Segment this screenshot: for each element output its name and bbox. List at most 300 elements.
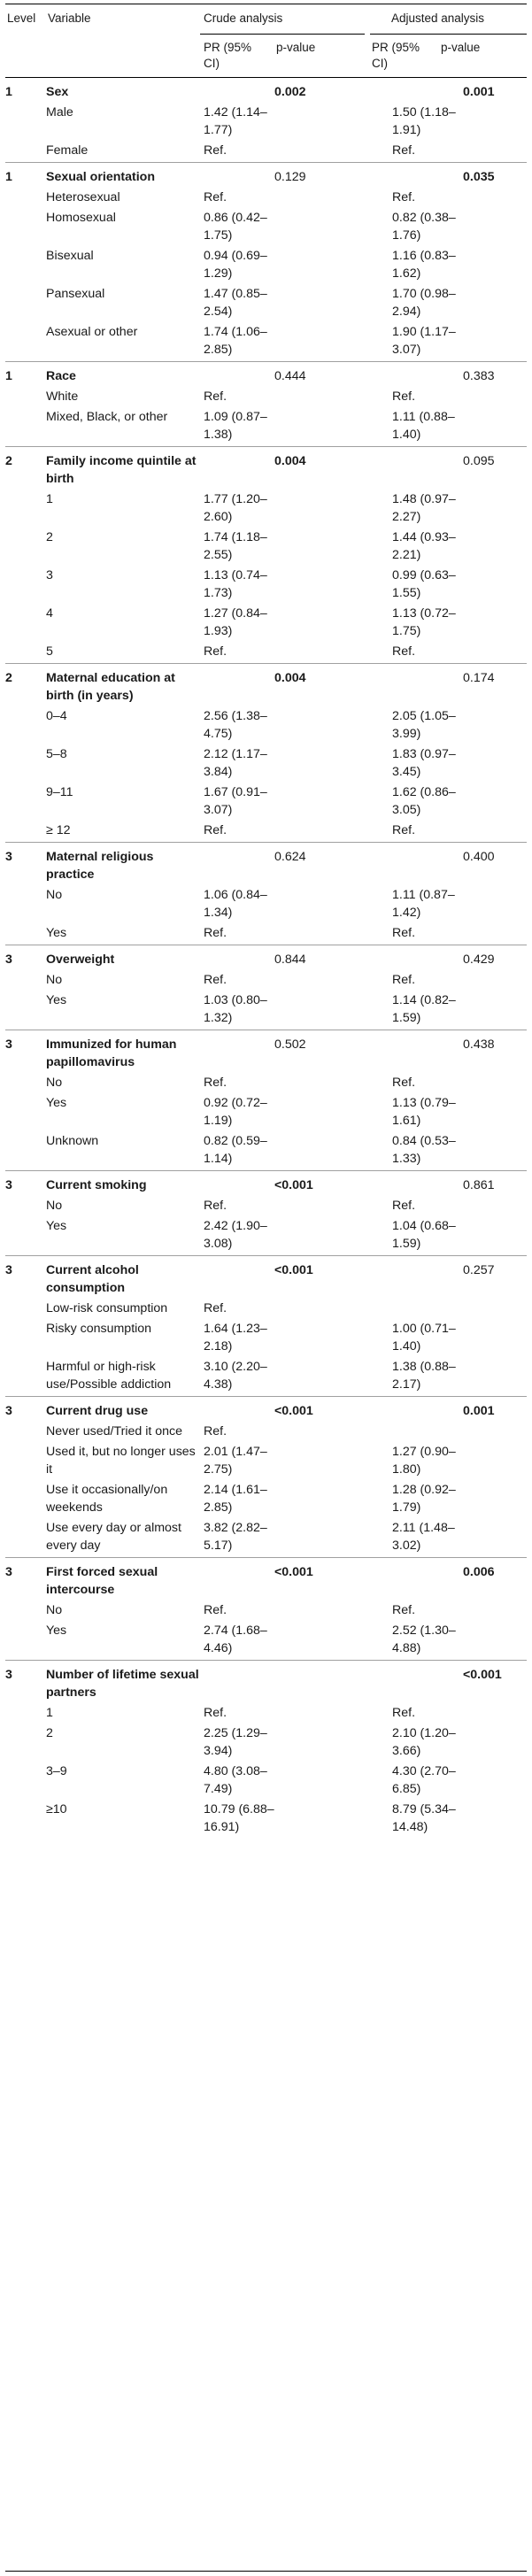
adjusted-pr-cell: [392, 945, 463, 972]
adjusted-pvalue-cell: [463, 1094, 527, 1132]
crude-pvalue-cell: [274, 643, 392, 664]
crude-pr-cell: 0.86 (0.42–1.75): [204, 211, 267, 243]
adjusted-pvalue-cell: [463, 1704, 527, 1724]
category-row: [5, 971, 527, 991]
crude-pr-cell: 2.01 (1.47–2.75): [204, 1445, 267, 1477]
category-name-cell: Low-risk consumption: [46, 1301, 168, 1315]
category-name-cell: No: [46, 1199, 63, 1213]
crude-pr-cell: 10.79 (6.88–16.91): [204, 1802, 274, 1834]
adjusted-pvalue-cell: [463, 745, 527, 783]
category-name-cell: 3–9: [46, 1764, 67, 1778]
level-cell: 3: [5, 843, 46, 887]
adjusted-pvalue-cell: [463, 1217, 527, 1256]
adjusted-pvalue-cell: [463, 323, 527, 362]
variable-name-cell: Maternal religious practice: [46, 843, 204, 887]
adjusted-pvalue-cell: [463, 1519, 527, 1558]
variable-name-cell: Family income quintile at birth: [46, 447, 204, 491]
category-name-cell: Homosexual: [46, 211, 116, 225]
adjusted-pvalue-cell: [463, 707, 527, 745]
adjusted-pr-cell: 1.04 (0.68–1.59): [392, 1219, 456, 1251]
variable-name-cell: Number of lifetime sexual partners: [46, 1661, 204, 1705]
crude-pr-cell: [204, 1558, 274, 1602]
category-name-cell: 0–4: [46, 709, 67, 723]
crude-pvalue-cell: [274, 1704, 392, 1724]
adjusted-pvalue-cell: [463, 886, 527, 924]
adjusted-pvalue-cell: [463, 1801, 527, 1839]
crude-pr-cell: [204, 447, 274, 491]
category-row: [5, 408, 527, 447]
category-row: [5, 1801, 527, 1839]
crude-pvalue-cell: [274, 142, 392, 163]
adjusted-pr-cell: [392, 1171, 463, 1198]
level-cell: [5, 1443, 46, 1481]
crude-pr-cell: Ref.: [204, 644, 227, 659]
crude-pvalue-cell: [274, 886, 392, 924]
adjusted-pr-cell: 2.11 (1.48–3.02): [392, 1521, 455, 1553]
category-name-cell: 9–11: [46, 785, 73, 799]
crude-pr-cell: Ref.: [204, 143, 227, 158]
category-name-cell: Mixed, Black, or other: [46, 410, 168, 424]
category-row: [5, 528, 527, 567]
category-row: [5, 1358, 527, 1397]
category-row: [5, 1704, 527, 1724]
category-name-cell: 5: [46, 644, 53, 659]
crude-pr-cell: 1.74 (1.06–2.85): [204, 325, 267, 357]
adjusted-pr-cell: 1.14 (0.82–1.59): [392, 993, 456, 1025]
adjusted-pr-cell: 0.84 (0.53–1.33): [392, 1134, 456, 1166]
adjusted-pvalue-cell: [463, 1762, 527, 1801]
header-crude-pr: PR (95% CI): [204, 41, 252, 70]
adjusted-pr-cell: [392, 843, 463, 887]
level-cell: 3: [5, 1558, 46, 1602]
adjusted-pvalue-cell: 0.438: [463, 1030, 527, 1075]
crude-pr-cell: 1.13 (0.74–1.73): [204, 568, 267, 600]
adjusted-pvalue-cell: [463, 104, 527, 142]
crude-pr-cell: Ref.: [204, 190, 227, 204]
crude-pr-cell: 3.10 (2.20–4.38): [204, 1360, 267, 1392]
crude-pvalue-cell: <0.001: [274, 1171, 392, 1198]
adjusted-pvalue-cell: 0.400: [463, 843, 527, 887]
category-name-cell: 5–8: [46, 747, 67, 761]
adjusted-pr-cell: Ref.: [392, 389, 416, 404]
category-row: [5, 1601, 527, 1622]
variable-group-row: [5, 1256, 527, 1300]
category-name-cell: Yes: [46, 1623, 67, 1638]
variable-name-cell: Maternal education at birth (in years): [46, 664, 204, 708]
adjusted-pr-cell: [392, 1030, 463, 1075]
adjusted-pr-cell: 1.90 (1.17–3.07): [392, 325, 456, 357]
crude-pvalue-cell: [274, 1724, 392, 1762]
header-crude-pvalue: p-value: [276, 41, 316, 54]
adjusted-pvalue-cell: [463, 142, 527, 163]
adjusted-pr-cell: Ref.: [392, 1076, 416, 1090]
crude-pvalue-cell: [274, 1443, 392, 1481]
crude-pr-cell: 1.03 (0.80–1.32): [204, 993, 267, 1025]
level-cell: [5, 886, 46, 924]
variable-group-row: [5, 80, 527, 104]
level-cell: 1: [5, 362, 46, 389]
crude-pvalue-cell: [274, 1661, 392, 1705]
variable-group-row: [5, 163, 527, 189]
level-cell: [5, 323, 46, 362]
category-row: [5, 643, 527, 664]
category-name-cell: 1: [46, 492, 53, 506]
crude-pvalue-cell: [274, 1622, 392, 1661]
crude-pvalue-cell: <0.001: [274, 1256, 392, 1300]
crude-pvalue-cell: [274, 991, 392, 1030]
variable-group-row: [5, 1661, 527, 1705]
category-row: [5, 323, 527, 362]
level-cell: [5, 1704, 46, 1724]
category-row: [5, 142, 527, 163]
level-cell: [5, 1601, 46, 1622]
results-table: [5, 80, 527, 1839]
category-row: [5, 567, 527, 605]
adjusted-pr-cell: 0.99 (0.63–1.55): [392, 568, 456, 600]
level-cell: [5, 528, 46, 567]
adjusted-pvalue-cell: [463, 1358, 527, 1397]
crude-pr-cell: 1.09 (0.87–1.38): [204, 410, 267, 442]
category-name-cell: 1: [46, 1706, 53, 1720]
crude-pr-cell: Ref.: [204, 973, 227, 987]
crude-pr-cell: 0.82 (0.59–1.14): [204, 1134, 267, 1166]
adjusted-pvalue-cell: [463, 247, 527, 285]
crude-pr-cell: Ref.: [204, 1076, 227, 1090]
crude-pr-cell: [204, 843, 274, 887]
level-cell: [5, 1132, 46, 1171]
crude-pr-cell: 2.14 (1.61–2.85): [204, 1483, 267, 1515]
category-name-cell: Never used/Tried it once: [46, 1424, 183, 1438]
level-cell: [5, 745, 46, 783]
level-cell: 2: [5, 447, 46, 491]
header-bottom-rule: [5, 77, 527, 78]
crude-pr-cell: 1.67 (0.91–3.07): [204, 785, 267, 817]
adjusted-pr-cell: [392, 1256, 463, 1300]
adjusted-pr-cell: Ref.: [392, 1603, 416, 1617]
adjusted-pvalue-cell: 0.429: [463, 945, 527, 972]
adjusted-pvalue-cell: [463, 388, 527, 408]
category-row: [5, 104, 527, 142]
crude-pvalue-cell: 0.844: [274, 945, 392, 972]
category-name-cell: Yes: [46, 993, 67, 1007]
level-cell: 2: [5, 664, 46, 708]
variable-group-row: [5, 664, 527, 708]
level-cell: [5, 1481, 46, 1519]
adjusted-pvalue-cell: 0.001: [463, 1397, 527, 1423]
adjusted-pr-cell: Ref.: [392, 143, 416, 158]
crude-pr-cell: 0.92 (0.72–1.19): [204, 1096, 267, 1128]
adjusted-pvalue-cell: [463, 971, 527, 991]
adjusted-pr-cell: 0.82 (0.38–1.76): [392, 211, 456, 243]
variable-name-cell: First forced sexual intercourse: [46, 1558, 204, 1602]
adjusted-pr-cell: [392, 1300, 463, 1320]
level-cell: [5, 1094, 46, 1132]
level-cell: [5, 924, 46, 945]
category-name-cell: Heterosexual: [46, 190, 120, 204]
crude-pr-cell: Ref.: [204, 1301, 227, 1315]
adjusted-span-rule: [370, 34, 527, 35]
level-cell: 1: [5, 163, 46, 189]
crude-pvalue-cell: [274, 605, 392, 643]
level-cell: [5, 142, 46, 163]
level-cell: [5, 1801, 46, 1839]
level-cell: [5, 1197, 46, 1217]
variable-group-row: [5, 1171, 527, 1198]
crude-pr-cell: Ref.: [204, 926, 227, 940]
adjusted-pr-cell: 1.13 (0.79–1.61): [392, 1096, 456, 1128]
category-row: [5, 924, 527, 945]
adjusted-pvalue-cell: [463, 1481, 527, 1519]
category-row: [5, 1622, 527, 1661]
category-row: [5, 388, 527, 408]
crude-pvalue-cell: [274, 209, 392, 247]
category-name-cell: No: [46, 1076, 63, 1090]
variable-name-cell: Sex: [46, 85, 69, 99]
category-name-cell: Harmful or high-risk use/Possible addiction: [46, 1360, 172, 1392]
level-cell: [5, 189, 46, 209]
adjusted-pvalue-cell: [463, 1197, 527, 1217]
crude-pvalue-cell: [274, 323, 392, 362]
adjusted-pr-cell: 2.10 (1.20–3.66): [392, 1726, 456, 1758]
adjusted-pvalue-cell: [463, 924, 527, 945]
level-cell: 3: [5, 1171, 46, 1198]
crude-pvalue-cell: [274, 783, 392, 821]
level-cell: [5, 408, 46, 447]
adjusted-pr-cell: [392, 1661, 463, 1705]
category-name-cell: Yes: [46, 926, 67, 940]
category-row: [5, 821, 527, 843]
category-row: [5, 991, 527, 1030]
adjusted-pr-cell: 1.70 (0.98–2.94): [392, 287, 456, 319]
category-name-cell: 2: [46, 530, 53, 544]
adjusted-pr-cell: 2.05 (1.05–3.99): [392, 709, 456, 741]
adjusted-pr-cell: 1.62 (0.86–3.05): [392, 785, 456, 817]
category-row: [5, 886, 527, 924]
crude-pvalue-cell: [274, 408, 392, 447]
crude-pvalue-cell: [274, 1300, 392, 1320]
crude-pr-cell: Ref.: [204, 389, 227, 404]
category-name-cell: White: [46, 389, 79, 404]
header-variable: Variable: [48, 12, 91, 25]
variable-group-row: [5, 362, 527, 389]
crude-pvalue-cell: [274, 104, 392, 142]
adjusted-pr-cell: 1.27 (0.90–1.80): [392, 1445, 456, 1477]
crude-pvalue-cell: 0.004: [274, 664, 392, 708]
adjusted-pvalue-cell: [463, 1074, 527, 1094]
level-cell: [5, 209, 46, 247]
category-row: [5, 707, 527, 745]
level-cell: [5, 1724, 46, 1762]
crude-pr-cell: [204, 1256, 274, 1300]
crude-pr-cell: 1.47 (0.85–2.54): [204, 287, 267, 319]
category-row: [5, 247, 527, 285]
crude-pr-cell: [204, 1397, 274, 1423]
crude-pr-cell: 1.77 (1.20–2.60): [204, 492, 267, 524]
level-cell: [5, 285, 46, 323]
level-cell: [5, 1519, 46, 1558]
adjusted-pvalue-cell: 0.095: [463, 447, 527, 491]
variable-group-row: [5, 1397, 527, 1423]
table-bottom-rule: [5, 2571, 527, 2572]
level-cell: 3: [5, 1397, 46, 1423]
header-adjusted-pr: PR (95% CI): [372, 41, 420, 70]
variable-name-cell: Immunized for human papillomavirus: [46, 1030, 204, 1075]
category-row: [5, 1197, 527, 1217]
level-cell: [5, 1074, 46, 1094]
crude-pr-cell: [204, 80, 274, 104]
category-row: [5, 285, 527, 323]
crude-pvalue-cell: [274, 1074, 392, 1094]
category-row: [5, 490, 527, 528]
crude-pvalue-cell: [274, 285, 392, 323]
adjusted-pvalue-cell: 0.861: [463, 1171, 527, 1198]
adjusted-pr-cell: Ref.: [392, 644, 416, 659]
category-name-cell: Use it occasionally/on weekends: [46, 1483, 168, 1515]
variable-group-row: [5, 843, 527, 887]
category-name-cell: Yes: [46, 1219, 67, 1233]
crude-pvalue-cell: [274, 567, 392, 605]
adjusted-pvalue-cell: [463, 528, 527, 567]
crude-pr-cell: [204, 362, 274, 389]
crude-pvalue-cell: [274, 1132, 392, 1171]
level-cell: [5, 821, 46, 843]
level-cell: [5, 567, 46, 605]
crude-pvalue-cell: 0.624: [274, 843, 392, 887]
crude-pvalue-cell: [274, 1423, 392, 1443]
level-cell: [5, 1320, 46, 1358]
crude-pvalue-cell: <0.001: [274, 1397, 392, 1423]
crude-pr-cell: 1.74 (1.18–2.55): [204, 530, 267, 562]
crude-pr-cell: 1.06 (0.84–1.34): [204, 888, 267, 920]
category-name-cell: Risky consumption: [46, 1322, 152, 1336]
category-row: [5, 1481, 527, 1519]
crude-pr-cell: Ref.: [204, 1424, 227, 1438]
crude-pr-cell: 2.56 (1.38–4.75): [204, 709, 267, 741]
adjusted-pvalue-cell: 0.174: [463, 664, 527, 708]
adjusted-pvalue-cell: 0.001: [463, 85, 495, 99]
level-cell: 3: [5, 1661, 46, 1705]
level-cell: [5, 104, 46, 142]
adjusted-pvalue-cell: [463, 490, 527, 528]
crude-pvalue-cell: [274, 745, 392, 783]
category-name-cell: 3: [46, 568, 53, 582]
crude-pvalue-cell: [274, 1197, 392, 1217]
adjusted-pvalue-cell: [463, 1300, 527, 1320]
variable-name-cell: Overweight: [46, 945, 204, 972]
category-name-cell: Use every day or almost every day: [46, 1521, 181, 1553]
adjusted-pvalue-cell: [463, 1622, 527, 1661]
adjusted-pr-cell: 1.83 (0.97–3.45): [392, 747, 456, 779]
crude-pr-cell: 4.80 (3.08–7.49): [204, 1764, 267, 1796]
crude-pvalue-cell: [274, 1801, 392, 1839]
adjusted-pvalue-cell: [463, 1132, 527, 1171]
adjusted-pr-cell: 1.13 (0.72–1.75): [392, 606, 456, 638]
adjusted-pvalue-cell: [463, 1601, 527, 1622]
category-name-cell: ≥ 12: [46, 823, 71, 837]
adjusted-pr-cell: 1.11 (0.87–1.42): [392, 888, 455, 920]
crude-pvalue-cell: [274, 1519, 392, 1558]
crude-pr-cell: [204, 1661, 274, 1705]
header-adjusted-analysis: Adjusted analysis: [391, 12, 485, 25]
crude-pvalue-cell: [274, 1320, 392, 1358]
level-cell: [5, 605, 46, 643]
adjusted-pvalue-cell: [463, 821, 527, 843]
adjusted-pvalue-cell: [463, 643, 527, 664]
adjusted-pvalue-cell: [463, 285, 527, 323]
crude-pvalue-cell: [274, 189, 392, 209]
adjusted-pr-cell: 1.38 (0.88–2.17): [392, 1360, 456, 1392]
category-name-cell: No: [46, 1603, 63, 1617]
category-row: [5, 1519, 527, 1558]
adjusted-pvalue-cell: [463, 209, 527, 247]
header-level: Level: [7, 12, 36, 25]
variable-name-cell: Race: [46, 362, 204, 389]
adjusted-pr-cell: 2.52 (1.30–4.88): [392, 1623, 456, 1655]
crude-pvalue-cell: [274, 528, 392, 567]
adjusted-pvalue-cell: [463, 605, 527, 643]
level-cell: 3: [5, 1256, 46, 1300]
level-cell: 3: [5, 1030, 46, 1075]
adjusted-pr-cell: [392, 362, 463, 389]
crude-pvalue-cell: [274, 1601, 392, 1622]
crude-pvalue-cell: [274, 924, 392, 945]
crude-pr-cell: Ref.: [204, 1199, 227, 1213]
category-name-cell: 4: [46, 606, 53, 621]
category-row: [5, 1217, 527, 1256]
variable-name-cell: Current drug use: [46, 1397, 204, 1423]
crude-pr-cell: [204, 1030, 274, 1075]
adjusted-pr-cell: 8.79 (5.34–14.48): [392, 1802, 456, 1834]
level-cell: [5, 490, 46, 528]
results-table-body: [5, 80, 527, 1839]
crude-pvalue-cell: 0.502: [274, 1030, 392, 1075]
crude-pvalue-cell: [274, 247, 392, 285]
adjusted-pvalue-cell: <0.001: [463, 1661, 527, 1705]
crude-pr-cell: 1.27 (0.84–1.93): [204, 606, 267, 638]
adjusted-pr-cell: 1.50 (1.18–1.91): [392, 105, 456, 137]
crude-pr-cell: 2.42 (1.90–3.08): [204, 1219, 267, 1251]
category-name-cell: Female: [46, 143, 89, 158]
adjusted-pvalue-cell: [463, 783, 527, 821]
crude-span-rule: [200, 34, 365, 35]
crude-pr-cell: 3.82 (2.82–5.17): [204, 1521, 267, 1553]
crude-pvalue-cell: [274, 1217, 392, 1256]
level-cell: [5, 643, 46, 664]
category-row: [5, 1074, 527, 1094]
adjusted-pvalue-cell: 0.035: [463, 163, 527, 189]
crude-pvalue-cell: [274, 1358, 392, 1397]
category-row: [5, 1762, 527, 1801]
category-name-cell: No: [46, 973, 63, 987]
category-name-cell: Yes: [46, 1096, 67, 1110]
adjusted-pr-cell: 1.00 (0.71–1.40): [392, 1322, 456, 1354]
level-cell: [5, 1300, 46, 1320]
level-cell: [5, 247, 46, 285]
adjusted-pvalue-cell: 0.006: [463, 1558, 527, 1602]
adjusted-pvalue-cell: [463, 1320, 527, 1358]
category-row: [5, 1094, 527, 1132]
crude-pvalue-cell: [274, 821, 392, 843]
adjusted-pvalue-cell: [463, 567, 527, 605]
crude-pr-cell: 2.74 (1.68–4.46): [204, 1623, 267, 1655]
adjusted-pvalue-cell: [463, 408, 527, 447]
category-row: [5, 1300, 527, 1320]
category-row: [5, 1443, 527, 1481]
adjusted-pvalue-cell: [463, 189, 527, 209]
crude-pr-cell: Ref.: [204, 823, 227, 837]
variable-group-row: [5, 447, 527, 491]
level-cell: [5, 1358, 46, 1397]
